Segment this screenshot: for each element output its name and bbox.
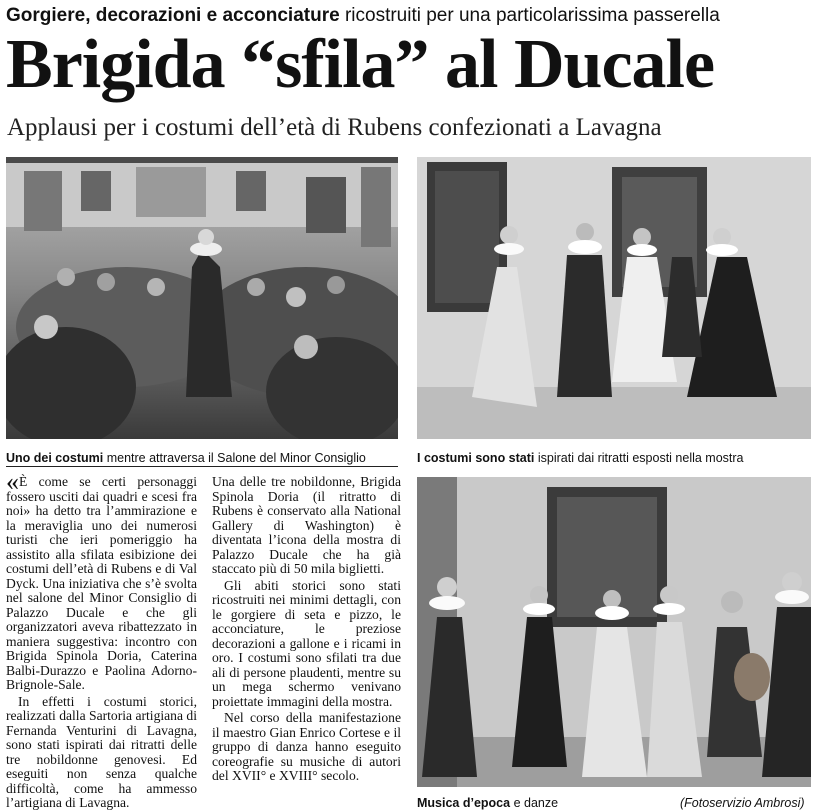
caption-photo-costumi — [417, 450, 744, 466]
article-paragraph: In effetti i costumi storici, realizzati dalla Sartoria artigiana di Fernanda Venturini di Lavagna, sono stati ispirati dai ritratti delle tre nobildonne genovesi. Ed eseguiti non senza qualche difficoltà, come ha ammesso l’artigiana di Lavagna. — [6, 693, 197, 810]
headline: Brigida “sfila” al Ducale — [6, 26, 715, 103]
photo-credit: (Fotoservizio Ambrosi) — [680, 796, 805, 810]
article-paragraph — [6, 467, 197, 693]
photo-costumi-ritratti — [417, 157, 811, 439]
photo-salone — [6, 157, 398, 439]
article-column-1 — [6, 467, 197, 811]
caption-photo-salone-rest: mentre attraversa il Salone del Minor Consiglio — [103, 451, 366, 465]
caption-photo-salone — [6, 450, 366, 466]
caption-photo-musica — [417, 795, 558, 811]
subheadline: Applausi per i costumi dell’età di Rubens confezionati a Lavagna — [7, 114, 662, 141]
photo-musica-danze — [417, 477, 811, 787]
article-paragraph-text: È come se certi personaggi fossero usciti dai quadri e scesi fra noi» ha detto tra l’ammirazione e la meraviglia uno dei numerosi turisti che ieri pomeriggio ha assistito alla sfilata esibizione dei costumi dell’età di Rubens e di Val Dyck. Una iniziativa che s’è svolta nel salone del Minor Consiglio di Palazzo Ducale e che gli organizzatori aveva ribattezzato in maniera suggestiva: incontro con Brigida Spinola Doria, Caterina Balbi-Durazzo e Paolina Adorno-Brignole-Sale. — [6, 474, 197, 692]
kicker-line — [6, 4, 816, 28]
caption-photo-costumi-rest: ispirati dai ritratti esposti nella mostra — [534, 451, 744, 465]
caption-photo-salone-bold: Uno dei costumi — [6, 451, 104, 465]
caption-photo-musica-rest: e danze — [510, 796, 559, 810]
article-paragraph: Gli abiti storici sono stati ricostruiti nei minimi dettagli, con le gorgiere di seta e pizzo, le acconciature, le preziose decorazioni a gallone e i ricami in oro. I costumi sono sfilati tra due ali di persone plaudenti, mentre su un mega schermo venivano proiettate immagini della mostra. — [212, 577, 401, 709]
caption-divider — [6, 466, 398, 467]
article-paragraph: Nel corso della manifestazione il maestro Gian Enrico Cortese e il gruppo di danza hanno eseguito coreografie su musiche di autori del XVII° e XVIII° secolo. — [212, 710, 401, 783]
article-paragraph: Una delle tre nobildonne, Brigida Spinola Doria (il ritratto di Rubens è conservato alla National Gallery di Washington) è diventata l’icona della mostra di Palazzo Ducale che ha già staccato più di 50 mila biglietti. — [212, 474, 401, 576]
drop-quote: « — [6, 467, 19, 496]
photo-salone-image — [6, 157, 398, 439]
kicker-rest: ricostruiti per una particolarissima passerella — [339, 5, 720, 26]
photo-musica-danze-image — [417, 477, 811, 787]
article-column-2 — [212, 475, 401, 784]
caption-photo-costumi-bold: I costumi sono stati — [417, 451, 535, 465]
caption-photo-musica-bold: Musica d’epoca — [417, 796, 511, 810]
kicker-bold: Gorgiere, decorazioni e acconciature — [6, 5, 340, 26]
photo-costumi-ritratti-image — [417, 157, 811, 439]
